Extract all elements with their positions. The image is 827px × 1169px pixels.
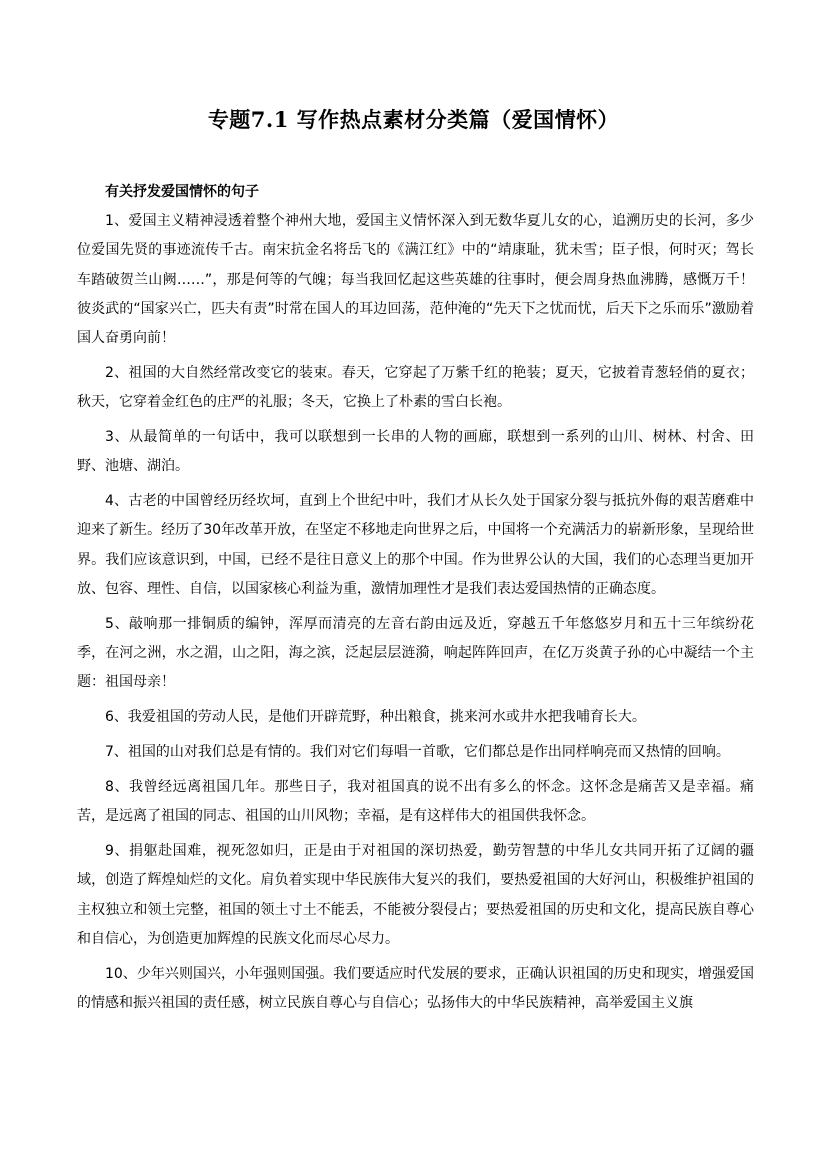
paragraph-9: 9、捐躯赴国难，视死忽如归，正是由于对祖国的深切热爱，勤劳智慧的中华儿女共同开拓了辽阔的疆域，创造了辉煌灿烂的文化。肩负着实现中华民族伟大复兴的我们，要热爱祖国的大好河山，积极维护祖国的主权独立和领土完整，祖国的领土寸土不能丢，不能被分裂侵占；要热爱祖国的历史和文化，提高民族自尊心和自信心，为创造更加辉煌的民族文化而尽心尽力。: [77, 842, 754, 947]
document-title: 专题7.1 写作热点素材分类篇（爱国情怀）: [207, 107, 620, 132]
paragraph-3: 3、从最简单的一句话中，我可以联想到一长串的人物的画廊，联想到一系列的山川、树林、村舍、田野、池塘、湖泊。: [77, 429, 754, 475]
paragraph-5: 5、敲响那一排铜质的编钟，浑厚而清亮的左音右韵由远及近，穿越五千年悠悠岁月和五十三年缤纷花季，在河之洲，水之湄，山之阳，海之滨，泛起层层涟漪，响起阵阵回声，在亿万炎黄子孙的心中凝结一个主题：祖国母亲！: [77, 615, 754, 691]
section-heading: 有关抒发爱国情怀的句子: [105, 184, 259, 200]
document-body: [77, 207, 754, 1024]
paragraph-2: 2、祖国的大自然经常改变它的装束。春天，它穿起了万紫千红的艳装；夏天，它披着青葱轻俏的夏衣；秋天，它穿着金红色的庄严的礼服；冬天，它换上了朴素的雪白长袍。: [77, 364, 754, 411]
paragraph-10: 10、少年兴则国兴，小年强则国强。我们要适应时代发展的要求，正确认识祖国的历史和现实，增强爱国的情感和振兴祖国的责任感，树立民族自尊心与自信心；弘扬伟大的中华民族精神，高举爱国主义旗: [77, 965, 754, 1011]
paragraph-8: 8、我曾经远离祖国几年。那些日子，我对祖国真的说不出有多么的怀念。这怀念是痛苦又是幸福。痛苦，是远离了祖国的同志、祖国的山川风物；幸福，是有这样伟大的祖国供我怀念。: [77, 778, 754, 825]
paragraph-1: 1、爱国主义精神浸透着整个神州大地，爱国主义情怀深入到无数华夏儿女的心，追溯历史的长河，多少位爱国先贤的事迹流传千古。南宋抗金名将岳飞的《满江红》中的“靖康耻，犹未雪；臣子恨，何时灭；驾长车踏破贺兰山阙……”，那是何等的气魄；每当我回忆起这些英雄的往事时，便会周身热血沸腾，感慨万千！彼炎武的“国家兴亡，匹夫有责”时常在国人的耳边回荡，范仲淹的“先天下之忧而忧，后天下之乐而乐”激励着国人奋勇向前！: [77, 213, 754, 347]
paragraph-4: 4、古老的中国曾经历经坎坷，直到上个世纪中叶，我们才从长久处于国家分裂与抵抗外侮的艰苦磨难中迎来了新生。经历了30年改革开放，在坚定不移地走向世界之后，中国将一个充满活力的崭新形象，呈现给世界。我们应该意识到，中国，已经不是往日意义上的那个中国。作为世界公认的大国，我们的心态理当更加开放、包容、理性、自信，以国家核心利益为重，激情加理性才是我们表达爱国热情的正确态度。: [77, 493, 754, 598]
paragraph-6: 6、我爱祖国的劳动人民，是他们开辟荒野，种出粮食，挑来河水或井水把我哺育长大。: [105, 709, 646, 726]
paragraph-7: 7、祖国的山对我们总是有情的。我们对它们每唱一首歌，它们都总是作出同样响亮而又热情的回响。: [105, 744, 730, 761]
